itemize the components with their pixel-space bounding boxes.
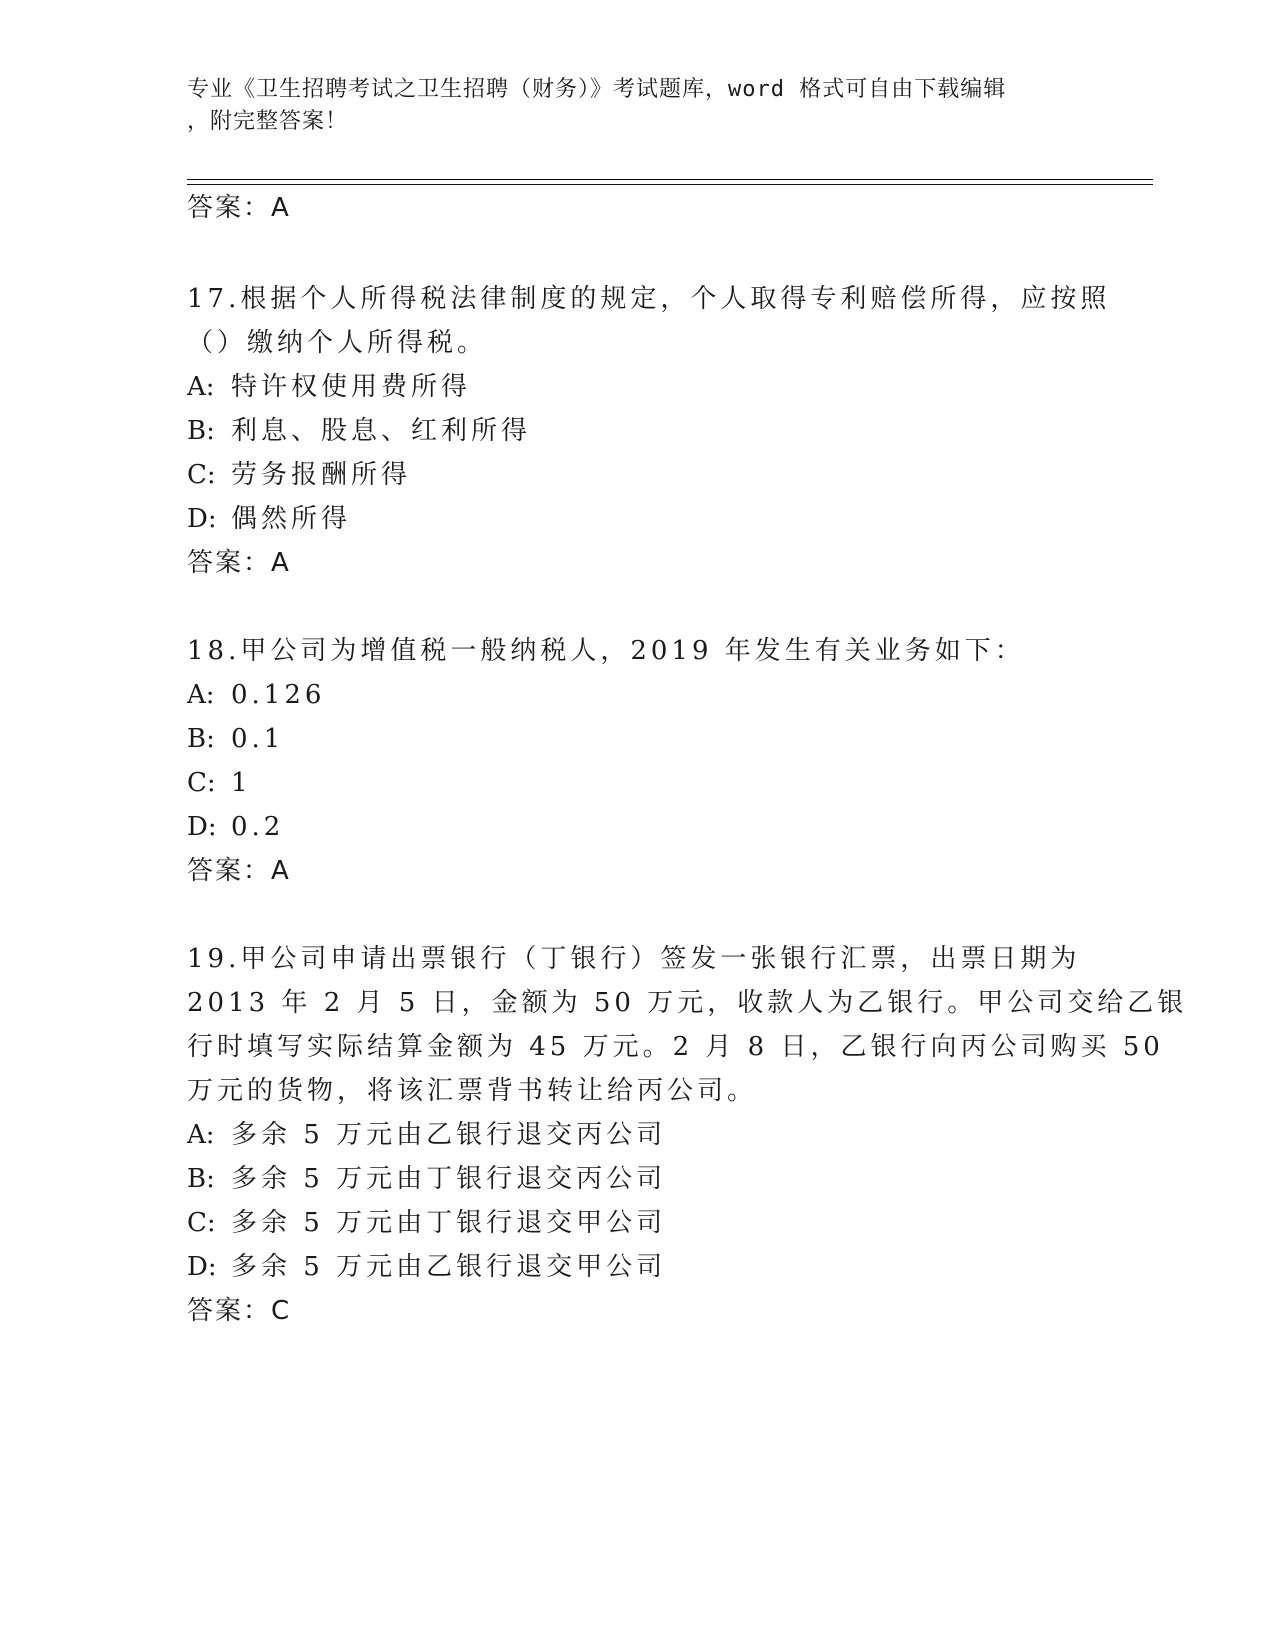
question-17-answer: 答案：A bbox=[187, 548, 291, 578]
question-17-option-b bbox=[187, 414, 531, 448]
option-text: 多余 5 万元由乙银行退交丙公司 bbox=[231, 1120, 667, 1150]
option-letter: C: bbox=[187, 1208, 216, 1238]
option-letter: D: bbox=[187, 812, 217, 842]
question-17-option-c bbox=[187, 458, 411, 492]
question-19-text-line-4: 万元的货物，将该汇票背书转让给丙公司。 bbox=[187, 1076, 758, 1106]
question-18-text-line-1: 18.甲公司为增值税一般纳税人，2019 年发生有关业务如下： bbox=[187, 636, 1025, 666]
header-divider-top bbox=[187, 179, 1153, 180]
option-text: 多余 5 万元由乙银行退交甲公司 bbox=[231, 1252, 667, 1282]
option-text: 特许权使用费所得 bbox=[231, 372, 472, 402]
header-divider-bottom bbox=[187, 184, 1153, 185]
question-19-text-line-3: 行时填写实际结算金额为 45 万元。2 月 8 日，乙银行向丙公司购买 50 bbox=[187, 1032, 1164, 1062]
question-17-text-line-1: 17.根据个人所得税法律制度的规定，个人取得专利赔偿所得，应按照 bbox=[187, 284, 1111, 314]
question-19-text-line-1: 19.甲公司申请出票银行（丁银行）签发一张银行汇票，出票日期为 bbox=[187, 944, 1081, 974]
question-19-option-a bbox=[187, 1118, 666, 1152]
question-18-option-b bbox=[187, 722, 284, 756]
question-19-answer: 答案：C bbox=[187, 1296, 292, 1326]
question-17-option-d bbox=[187, 502, 351, 536]
option-letter: A: bbox=[187, 372, 215, 402]
option-letter: C: bbox=[187, 768, 216, 798]
question-17-option-a bbox=[187, 370, 471, 404]
option-letter: C: bbox=[187, 460, 216, 490]
option-text: 多余 5 万元由丁银行退交甲公司 bbox=[231, 1208, 667, 1238]
answer-previous: 答案：A bbox=[187, 193, 291, 223]
option-letter: B: bbox=[187, 416, 215, 446]
option-text: 多余 5 万元由丁银行退交丙公司 bbox=[231, 1164, 667, 1194]
question-19-text-line-2: 2013 年 2 月 5 日，金额为 50 万元，收款人为乙银行。甲公司交给乙银 bbox=[187, 988, 1188, 1018]
question-19-option-d bbox=[187, 1250, 666, 1284]
option-letter: D: bbox=[187, 1252, 217, 1282]
question-19-option-c bbox=[187, 1206, 666, 1240]
header-line-2: ，附完整答案！ bbox=[187, 109, 349, 134]
option-letter: B: bbox=[187, 1164, 215, 1194]
option-letter: A: bbox=[187, 1120, 215, 1150]
option-text: 利息、股息、红利所得 bbox=[231, 416, 532, 446]
option-text: 0.1 bbox=[231, 724, 285, 754]
header-line-1: 专业《卫生招聘考试之卫生招聘（财务）》考试题库，word 格式可自由下载编辑 bbox=[187, 77, 1007, 102]
question-18-answer: 答案：A bbox=[187, 856, 291, 886]
question-17-text-line-2: （）缴纳个人所得税。 bbox=[187, 328, 488, 358]
option-text: 偶然所得 bbox=[231, 504, 352, 534]
option-text: 劳务报酬所得 bbox=[231, 460, 412, 490]
document-header bbox=[187, 74, 1087, 138]
question-18-option-c bbox=[187, 766, 252, 800]
option-letter: B: bbox=[187, 724, 215, 754]
question-18-option-a bbox=[187, 678, 325, 712]
question-18-option-d bbox=[187, 810, 284, 844]
question-19-option-b bbox=[187, 1162, 666, 1196]
option-letter: D: bbox=[187, 504, 217, 534]
option-text: 1 bbox=[231, 768, 252, 798]
option-text: 0.2 bbox=[231, 812, 285, 842]
option-text: 0.126 bbox=[231, 680, 326, 710]
option-letter: A: bbox=[187, 680, 215, 710]
